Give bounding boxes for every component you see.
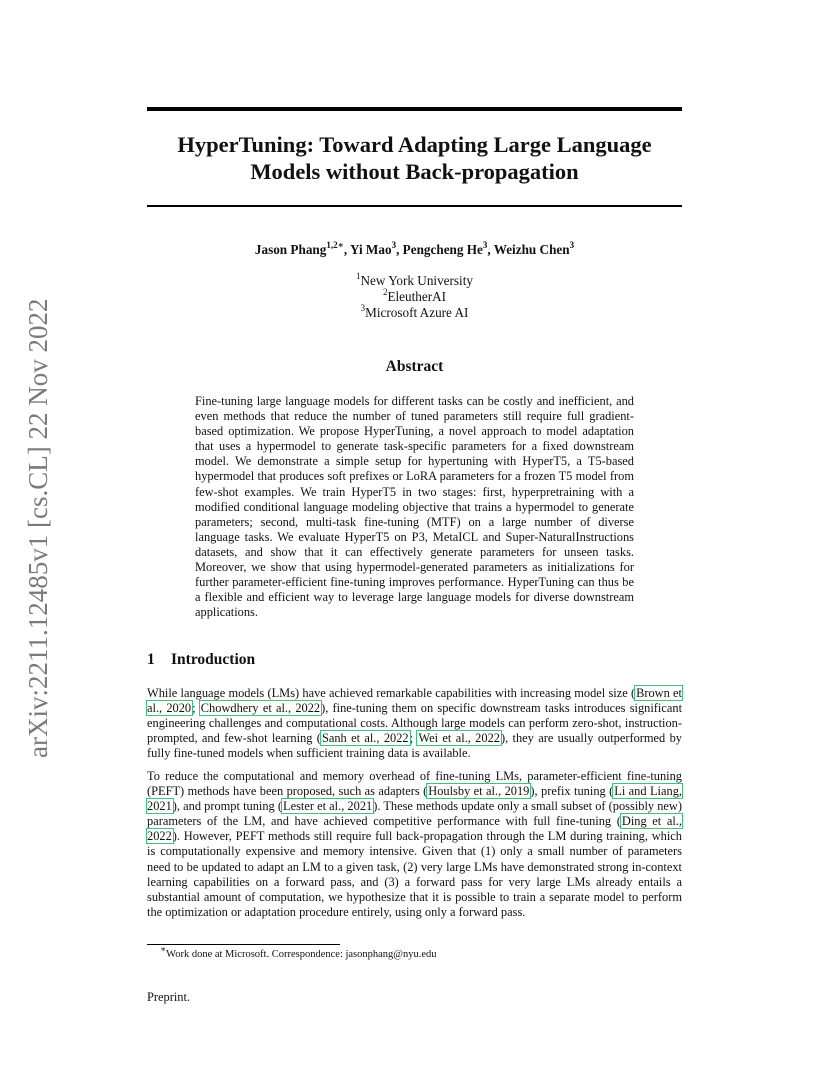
- footnote-mark: ∗: [160, 943, 167, 954]
- author-name: Jason Phang: [254, 242, 327, 257]
- author-name: Pengcheng He: [402, 242, 483, 257]
- section-heading: [147, 651, 255, 669]
- citation-link[interactable]: Wei et al., 2022: [418, 731, 500, 746]
- author-affil-mark: 1,2∗: [326, 239, 344, 250]
- citation-link[interactable]: Chowdhery et al., 2022: [200, 701, 321, 716]
- title-bottom-rule: [147, 205, 682, 207]
- citation-link[interactable]: Brown et al., 2020: [147, 686, 682, 716]
- section-number: 1: [147, 651, 155, 668]
- citation-link[interactable]: Lester et al., 2021: [283, 799, 373, 814]
- body-text: ), fine-tuning them on specific downstream tasks introduces significant engineering challenges and computational costs. Although large models can perform zero-shot, instruction-prompted, and few-shot learning (: [147, 701, 683, 746]
- affiliation-mark: 2: [382, 286, 388, 297]
- affiliation: [147, 286, 682, 305]
- affiliation-mark: 1: [356, 270, 361, 281]
- affiliation: [147, 302, 682, 321]
- paper-title: [147, 131, 682, 185]
- affiliation-list: [147, 270, 682, 321]
- abstract-heading: Abstract: [385, 358, 444, 375]
- abstract-body: Fine-tuning large language models for different tasks can be costly and inefficient, and even methods that reduce the number of tuned parameters still require full gradient-based optimization. We propose HyperTuning, a novel approach to model adaptation that uses a hypermodel to generate task-specific parameters for a fixed downstream model. We demonstrate a simple setup for hypertuning with HyperT5, a T5-based hypermodel that produces soft prefixes or LoRA parameters for a frozen T5 model from few-shot examples. We train HyperT5 in two stages: first, hyperpretraining with a modified conditional language modeling objective that trains a hypermodel to generate parameters; second, multi-task fine-tuning (MTF) on a large number of diverse language tasks. We evaluate HyperT5 on P3, MetaICL and Super-NaturalInstructions datasets, and show that it can effectively generate parameters for unseen tasks. Moreover, we show that using hypermodel-generated parameters as initializations for further parameter-efficient fine-tuning improves performance. HyperTuning can thus be a flexible and efficient way to leverage large language models for diverse downstream applications.: [195, 394, 634, 620]
- citation-link[interactable]: Li and Liang, 2021: [147, 784, 682, 814]
- intro-paragraph-2: [147, 769, 682, 920]
- body-text: ;: [192, 701, 200, 716]
- page-footer: Preprint.: [147, 990, 191, 1004]
- footnote-rule: [147, 944, 340, 945]
- author-affil-mark: 3: [391, 239, 397, 250]
- footnote: [160, 943, 437, 961]
- affiliation-mark: 3: [360, 302, 366, 313]
- author-list: Jason Phang$^{1,2∗}$, Yi Mao$^3$, Pengcheng He$^3$, Weizhu Chen$^3$: [254, 239, 575, 257]
- body-text: ). These methods update only a small subset of (possibly new) parameters of the LM, and have achieved competitive performance with full fine-tuning (: [147, 799, 682, 829]
- title-line-2: Models without Back-propagation: [250, 159, 579, 184]
- title-top-rule: [147, 107, 682, 111]
- body-text: ), prefix tuning (: [530, 784, 614, 799]
- title-line-1: HyperTuning: Toward Adapting Large Language: [177, 132, 652, 157]
- affiliation-name: Microsoft Azure AI: [365, 305, 469, 320]
- citation-link[interactable]: Houlsby et al., 2019: [428, 784, 530, 799]
- author-affil-mark: 3: [482, 239, 488, 250]
- author-name: Weizhu Chen: [493, 242, 570, 257]
- section-title: Introduction: [171, 651, 256, 668]
- author-name: Yi Mao: [349, 242, 392, 257]
- intro-paragraph-1: [147, 686, 682, 761]
- body-text: ), and prompt tuning (: [172, 799, 282, 814]
- affiliation-name: New York University: [360, 273, 473, 288]
- body-text: While language models (LMs) have achieved remarkable capabilities with increasing model size (: [147, 686, 636, 700]
- body-text: To reduce the computational and memory overhead of fine-tuning LMs, parameter-efficient fine-tuning (PEFT) methods have been proposed, such as adapters (: [147, 769, 682, 799]
- arxiv-stamp: arXiv:2211.12485v1 [cs.CL] 22 Nov 2022: [23, 298, 53, 758]
- body-text: ;: [409, 731, 418, 746]
- affiliation: [147, 270, 682, 289]
- body-text: ). However, PEFT methods still require full back-propagation through the LM during training, which is computationally expensive and memory intensive. Given that (1) only a small number of parameters need to be updated to adapt an LM to a given task, (2) very large LMs have demonstrated strong in-context learning capabilities on a forward pass, and (3) a forward pass for very large LMs already entails a substantial amount of computation, we hypothesize that it is possible to train a separate model to perform the optimization or adaptation procedure entirely, using only a forward pass.: [147, 829, 682, 919]
- affiliation-name: EleutherAI: [387, 289, 447, 304]
- footnote-text: Work done at Microsoft. Correspondence: jasonphang@nyu.edu: [166, 949, 437, 960]
- citation-link[interactable]: Ding et al., 2022: [147, 814, 682, 844]
- author-affil-mark: 3: [569, 239, 575, 250]
- body-text: ), they are usually outperformed by fully fine-tuned models when sufficient training data is available.: [147, 731, 682, 761]
- citation-link[interactable]: Sanh et al., 2022: [321, 731, 409, 746]
- arxiv-stamp-container: [22, 282, 54, 758]
